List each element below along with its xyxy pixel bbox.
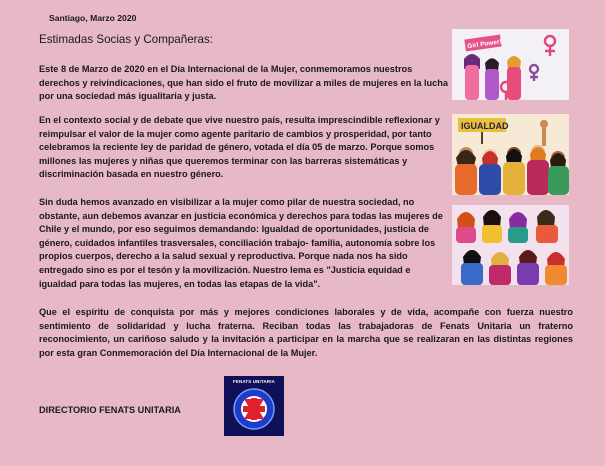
logo-text: FENATS UNITARIA [232, 379, 276, 384]
paragraph-4: Que el espíritu de conquista por más y mejores condiciones laborales y de vida, acompañe con fuerza nuestro sentimiento de solidaridad y lucha fraterna. Reciban todas las trabajadoras de Fenats Unitaria un fraterno reconocimiento, un cariñoso saludo y la invitación a participar en la marcha que se realizaran en las distintas regiones por esta gran Conmemoración del Día Internacional de la Mujer. [39, 307, 573, 358]
paragraph-1: Este 8 de Marzo de 2020 en el Día Internacional de la Mujer, conmemoramos nuestros derechos y reivindicaciones, que han sido el fruto de movilizar a miles de mujeres en la lucha por una sociedad más igualitaria y justa. [39, 64, 448, 102]
fenats-logo [224, 376, 284, 436]
girl-power-sign-text: Girl Power! [466, 38, 503, 51]
igualdad-illustration [452, 114, 569, 195]
paragraph-2: En el contexto social y de debate que vive nuestro país, resulta imprescindible reflexionar y reimpulsar el valor de la mujer como agente paritario de cambios y prosperidad, por tanto celebramos la reciente ley de paridad de género, votada el día 05 de marzo. Porque somos millones las mujeres y niñas que queremos terminar con las barreras sistemáticas y discriminación basada en nuestro género. [39, 115, 440, 180]
letter-salutation: Estimadas Socias y Compañeras: [39, 33, 213, 46]
igualdad-sign-text: IGUALDAD [461, 121, 509, 131]
letter-date: Santiago, Marzo 2020 [49, 13, 137, 23]
girl-power-illustration [452, 29, 569, 100]
diverse-women-illustration [452, 205, 569, 285]
paragraph-3: Sin duda hemos avanzado en visibilizar a la mujer como pilar de nuestra sociedad, no obstante, aun debemos avanzar en justicia económica y derechos para todas las mujeres de Chile y el mundo, por eso seguimos demandando: Igualdad de oportunidades, justicia de género, cuidados infantiles trasversales, conciliación trabajo- familia, autonomía sobre los propios cuerpos, derecho a la salud sexual y reproductiva. Porque nada nos ha sido entregado sino es por el tesón y la movilización. Nuestro lema es "Justicia equidad e igualdad para todas las mujeres, en todas las etapas de la vida". [39, 197, 443, 289]
signature: DIRECTORIO FENATS UNITARIA [39, 405, 181, 415]
